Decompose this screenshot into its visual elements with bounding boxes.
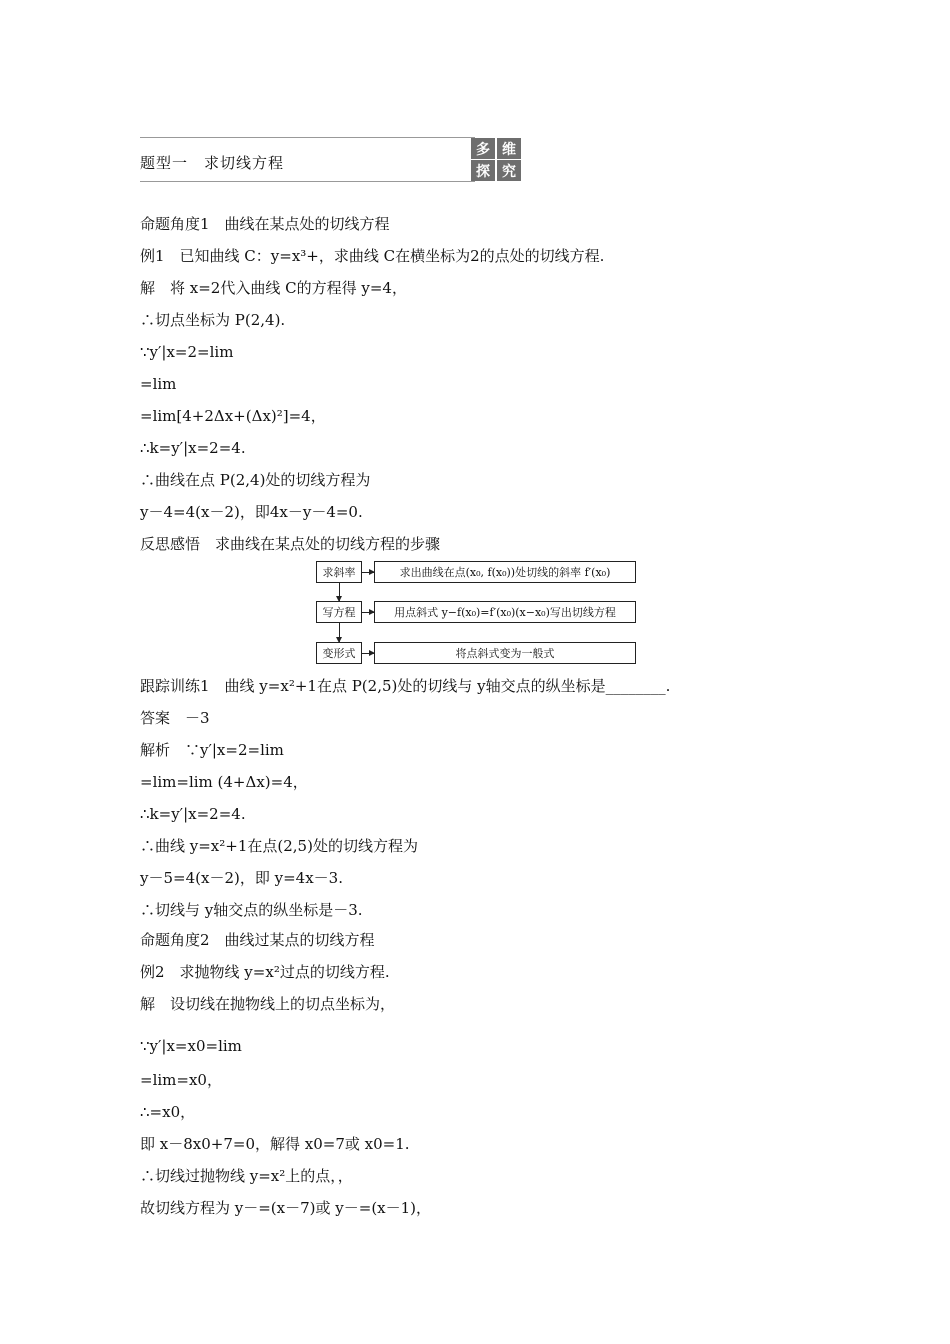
analysis-line: y－5=4(x－2)，即 y=4x－3.: [140, 869, 343, 887]
badge-char-3: 探: [471, 160, 495, 181]
solution-line: 即 x－8x0+7=0，解得 x0=7或 x0=1.: [140, 1135, 410, 1153]
tangent-steps-flowchart: [316, 561, 638, 665]
example-2-statement: 例2 求抛物线 y=x²过点的切线方程.: [140, 963, 390, 981]
solution-line: ∴曲线在点 P(2,4)处的切线方程为: [140, 471, 371, 489]
flow-arrow-right-1: [362, 572, 374, 573]
example-1-statement: 例1 已知曲线 C：y=x³+，求曲线 C在横坐标为2的点处的切线方程.: [140, 247, 605, 265]
badge-char-2: 维: [497, 138, 521, 159]
subtopic-heading-2: 命题角度2 曲线过某点的切线方程: [140, 931, 375, 949]
solution-line: 解 将 x=2代入曲线 C的方程得 y=4，: [140, 279, 407, 297]
solution-line: y－4=4(x－2)，即4x－y－4=0.: [140, 503, 363, 521]
flow-step-3-desc: 将点斜式变为一般式: [374, 642, 636, 664]
solution-line: ∴k=y′|x=2=4.: [140, 439, 246, 457]
solution-line: =lim[4+2Δx+(Δx)²]=4，: [140, 407, 326, 425]
section-badge: [471, 138, 521, 181]
flow-step-1-label: 求斜率: [316, 561, 362, 583]
section-title: 题型一 求切线方程: [140, 154, 285, 172]
flow-step-1-desc: 求出曲线在点(x₀, f(x₀))处切线的斜率 f′(x₀): [374, 561, 636, 583]
solution-line: ∴=x0，: [140, 1103, 196, 1121]
flow-arrow-right-3: [362, 653, 374, 654]
solution-line: 解 设切线在抛物线上的切点坐标为，: [140, 995, 396, 1013]
solution-line: ∴切线过抛物线 y=x²上的点，，: [140, 1167, 353, 1185]
flow-step-3-label: 变形式: [316, 642, 362, 664]
subtopic-heading-1: 命题角度1 曲线在某点处的切线方程: [140, 215, 390, 233]
analysis-line: ∴曲线 y=x²+1在点(2,5)处的切线方程为: [140, 837, 418, 855]
header-top-rule: [140, 137, 475, 138]
solution-line: 故切线方程为 y－=(x－7)或 y－=(x－1)，: [140, 1199, 432, 1217]
header-bottom-rule: [140, 181, 475, 182]
answer-line: 答案 －3: [140, 709, 210, 727]
badge-char-1: 多: [471, 138, 495, 159]
solution-line: =lim=x0，: [140, 1071, 222, 1089]
flow-step-2-desc: 用点斜式 y−f(x₀)=f′(x₀)(x−x₀)写出切线方程: [374, 601, 636, 623]
solution-line: ∴切点坐标为 P(2,4).: [140, 311, 286, 329]
analysis-line: 解析 ∵y′|x=2=lim: [140, 741, 284, 759]
flow-arrow-down-2: [339, 623, 340, 642]
solution-line: =lim: [140, 375, 177, 393]
practice-1-statement: 跟踪训练1 曲线 y=x²+1在点 P(2,5)处的切线与 y轴交点的纵坐标是________.: [140, 677, 671, 695]
analysis-line: ∴k=y′|x=2=4.: [140, 805, 246, 823]
flow-arrow-down-1: [339, 583, 340, 601]
solution-line: ∵y′|x=x0=lim: [140, 1037, 242, 1055]
analysis-line: ∴切线与 y轴交点的纵坐标是－3.: [140, 901, 363, 919]
flow-arrow-right-2: [362, 612, 374, 613]
badge-char-4: 究: [497, 160, 521, 181]
reflection-heading: 反思感悟 求曲线在某点处的切线方程的步骤: [140, 535, 441, 553]
solution-line: ∵y′|x=2=lim: [140, 343, 234, 361]
analysis-line: =lim=lim (4+Δx)=4，: [140, 773, 308, 791]
flow-step-2-label: 写方程: [316, 601, 362, 623]
